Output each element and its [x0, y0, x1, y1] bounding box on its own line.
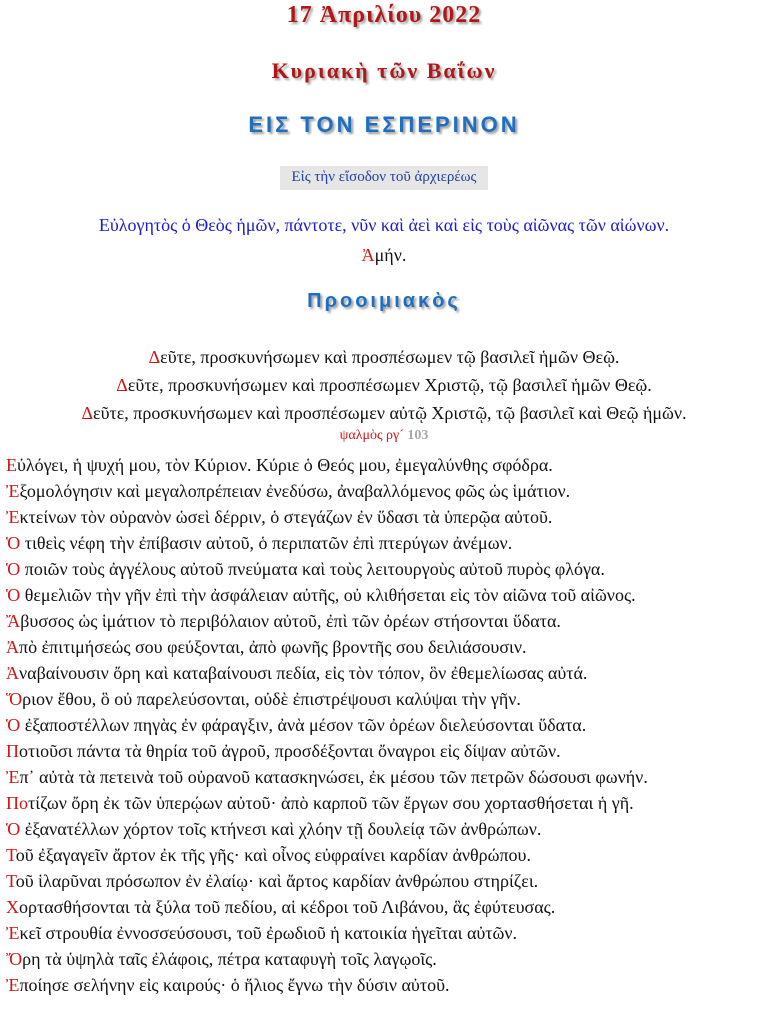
prooimiakos-title: Προοιμιακὸς: [307, 290, 461, 312]
entrance-row: [0, 166, 768, 190]
verse-text: οῦ ἱλαρῦναι πρόσωπον ἐν ἐλαίῳ· καὶ ἄρτος καρδίαν ἀνθρώπου στηρίζει.: [15, 871, 539, 891]
verse-text: θεμελιῶν τὴν γῆν ἐπὶ τὴν ἀσφάλειαν αὐτῆς, οὐ κλιθήσεται εἰς τὸν αἰῶνα τοῦ αἰῶνος.: [20, 585, 636, 605]
psalm-label-text: ψαλμὸς ργ´: [339, 428, 404, 443]
verse-text: ὐλόγει, ἡ ψυχή μου, τὸν Κύριον. Κύριε ὁ Θεός μου, ἐμεγαλύνθης σφόδρα.: [17, 455, 553, 475]
psalm-verse: [6, 816, 766, 842]
psalm-verse: [6, 452, 766, 478]
psalm-verse: [6, 712, 766, 738]
psalm-verse: [6, 738, 766, 764]
psalm-number: 103: [407, 428, 429, 443]
verse-initial: Ὁ: [6, 533, 21, 553]
verse-initial: Χ: [6, 897, 19, 917]
psalm-verse: [6, 764, 766, 790]
verse-text: τιθεὶς νέφη τὴν ἐπίβασιν αὐτοῦ, ὁ περιπατῶν ἐπὶ πτερύγων ἀνέμων.: [20, 533, 513, 553]
deute-initial: Δ: [116, 375, 128, 395]
psalm-verse: [6, 660, 766, 686]
verse-text: ἐξαποστέλλων πηγὰς ἐν φάραγξιν, ἀνὰ μέσον τῶν ὀρέων διελεύσονται ὕδατα.: [20, 715, 587, 735]
psalm-verses: [6, 452, 766, 998]
service-title: ΕΙΣ ΤΟΝ ΕΣΠΕΡΙΝΟΝ: [248, 112, 520, 137]
verse-initial: Ἐ: [6, 767, 20, 787]
deute-line: [0, 400, 768, 426]
date-heading: 17 Ἀπριλίου 2022: [286, 2, 482, 28]
verse-text: ορτασθήσονται τὰ ξύλα τοῦ πεδίου, αἱ κέδροι τοῦ Λιβάνου, ἃς ἐφύτευσας.: [19, 897, 556, 917]
psalm-verse: [6, 556, 766, 582]
deute-initial: Δ: [148, 347, 161, 367]
entrance-button[interactable]: Εἰς τὴν εἴσοδον τοῦ ἀρχιερέως: [280, 166, 489, 190]
verse-initial: Ἐ: [6, 923, 20, 943]
deute-text: εῦτε, προσκυνήσωμεν καὶ προσπέσωμεν τῷ βασιλεῖ ἡμῶν Θεῷ.: [160, 347, 620, 367]
verse-text: ξομολόγησιν καὶ μεγαλοπρέπειαν ἐνεδύσω, ἀναβαλλόμενος φῶς ὡς ἱμάτιον.: [19, 481, 571, 501]
verse-text: ριον ἔθου, ὃ οὐ παρελεύσονται, οὐδὲ ἐπιστρέψουσι καλύψαι τὴν γῆν.: [22, 689, 521, 709]
verse-initial: Ἀ: [6, 637, 19, 657]
verse-initial: Ἀ: [6, 663, 19, 683]
verse-text: ναβαίνουσιν ὄρη καὶ καταβαίνουσι πεδία, εἰς τὸν τόπον, ὃν ἐθεμελίωσας αὐτά.: [19, 663, 588, 683]
verse-initial: Ὁ: [6, 559, 21, 579]
verse-initial: Ἄ: [6, 611, 21, 631]
verse-initial: Πο: [6, 793, 28, 813]
deute-text: εῦτε, προσκυνήσωμεν καὶ προσπέσωμεν αὐτῷ Χριστῷ, τῷ βασιλεῖ καὶ Θεῷ ἡμῶν.: [93, 403, 687, 423]
psalm-verse: [6, 894, 766, 920]
verse-text: ἐξανατέλλων χόρτον τοῖς κτήνεσι καὶ χλόην τῇ δουλείᾳ τῶν ἀνθρώπων.: [20, 819, 542, 839]
amen-initial: Ἀ: [361, 245, 375, 265]
verse-text: ποιῶν τοὺς ἀγγέλους αὐτοῦ πνεύματα καὶ τοὺς λειτουργοὺς αὐτοῦ πυρὸς φλόγα.: [20, 559, 605, 579]
psalm-label: [0, 428, 768, 444]
deute-text: εῦτε, προσκυνήσωμεν καὶ προσπέσωμεν Χριστῷ, τῷ βασιλεῖ ἡμῶν Θεῷ.: [127, 375, 652, 395]
psalm-verse: [6, 972, 766, 998]
psalm-verse: [6, 478, 766, 504]
psalm-verse: [6, 920, 766, 946]
verse-initial: Ἐ: [6, 507, 20, 527]
deute-initial: Δ: [81, 403, 94, 423]
psalm-verse: [6, 946, 766, 972]
psalm-verse: [6, 530, 766, 556]
verse-text: κεῖ στρουθία ἐννοσσεύσουσι, τοῦ ἐρωδιοῦ ἡ κατοικία ἡγεῖται αὐτῶν.: [19, 923, 518, 943]
psalm-verse: [6, 686, 766, 712]
psalm-verse: [6, 868, 766, 894]
verse-text: πὸ ἐπιτιμήσεώς σου φεύξονται, ἀπὸ φωνῆς βροντῆς σου δειλιάσουσιν.: [19, 637, 527, 657]
feast-title: Κυριακὴ τῶν Βαΐων: [271, 58, 497, 83]
verse-text: τίζων ὄρη ἐκ τῶν ὑπερῴων αὐτοῦ· ἀπὸ καρποῦ τῶν ἔργων σου χορτασθήσεται ἡ γῆ.: [28, 793, 634, 813]
amen-line: [0, 242, 768, 268]
verse-text: π᾽ αὐτὰ τὰ πετεινὰ τοῦ οὐρανοῦ κατασκηνώσει, ἐκ μέσου τῶν πετρῶν δώσουσι φωνήν.: [19, 767, 648, 787]
blessing-text: Εὐλογητὸς ὁ Θεὸς ἡμῶν, πάντοτε, νῦν καὶ ἀεὶ καὶ εἰς τοὺς αἰῶνας τῶν αἰώνων.: [98, 215, 670, 235]
verse-initial: Ε: [6, 455, 17, 475]
psalm-verse: [6, 582, 766, 608]
verse-initial: Ὅ: [6, 689, 23, 709]
verse-text: ρη τὰ ὑψηλὰ ταῖς ἐλάφοις, πέτρα καταφυγὴ τοῖς λαγῳοῖς.: [22, 949, 437, 969]
psalm-verse: [6, 608, 766, 634]
verse-initial: Ὄ: [6, 949, 23, 969]
verse-initial: Ὁ: [6, 819, 21, 839]
verse-initial: Ἐ: [6, 481, 20, 501]
verse-initial: Ὁ: [6, 715, 21, 735]
deute-line: [0, 372, 768, 398]
verse-text: ποίησε σελήνην εἰς καιρούς· ὁ ἥλιος ἔγνω τὴν δύσιν αὐτοῦ.: [19, 975, 450, 995]
psalm-verse: [6, 634, 766, 660]
verse-initial: Ἐ: [6, 975, 20, 995]
verse-initial: Τ: [6, 871, 16, 891]
verse-text: οῦ ἐξαγαγεῖν ἄρτον ἐκ τῆς γῆς· καὶ οἶνος εὐφραίνει καρδίαν ἀνθρώπου.: [15, 845, 531, 865]
verse-initial: Ὁ: [6, 585, 21, 605]
verse-text: κτείνων τὸν οὐρανὸν ὡσεὶ δέρριν, ὁ στεγάζων ἐν ὕδασι τὰ ὑπερῷα αὐτοῦ.: [19, 507, 553, 527]
psalm-verse: [6, 504, 766, 530]
verse-text: βυσσος ὡς ἱμάτιον τὸ περιβόλαιον αὐτοῦ, ἐπὶ τῶν ὀρέων στήσονται ὕδατα.: [20, 611, 561, 631]
verse-initial: Τ: [6, 845, 16, 865]
amen-rest: μήν.: [374, 245, 407, 265]
deute-line: [0, 344, 768, 370]
verse-text: οτιοῦσι πάντα τὰ θηρία τοῦ ἀγροῦ, προσδέξονται ὄναγροι εἰς δίψαν αὐτῶν.: [19, 741, 561, 761]
psalm-verse: [6, 842, 766, 868]
verse-initial: Π: [6, 741, 19, 761]
psalm-verse: [6, 790, 766, 816]
